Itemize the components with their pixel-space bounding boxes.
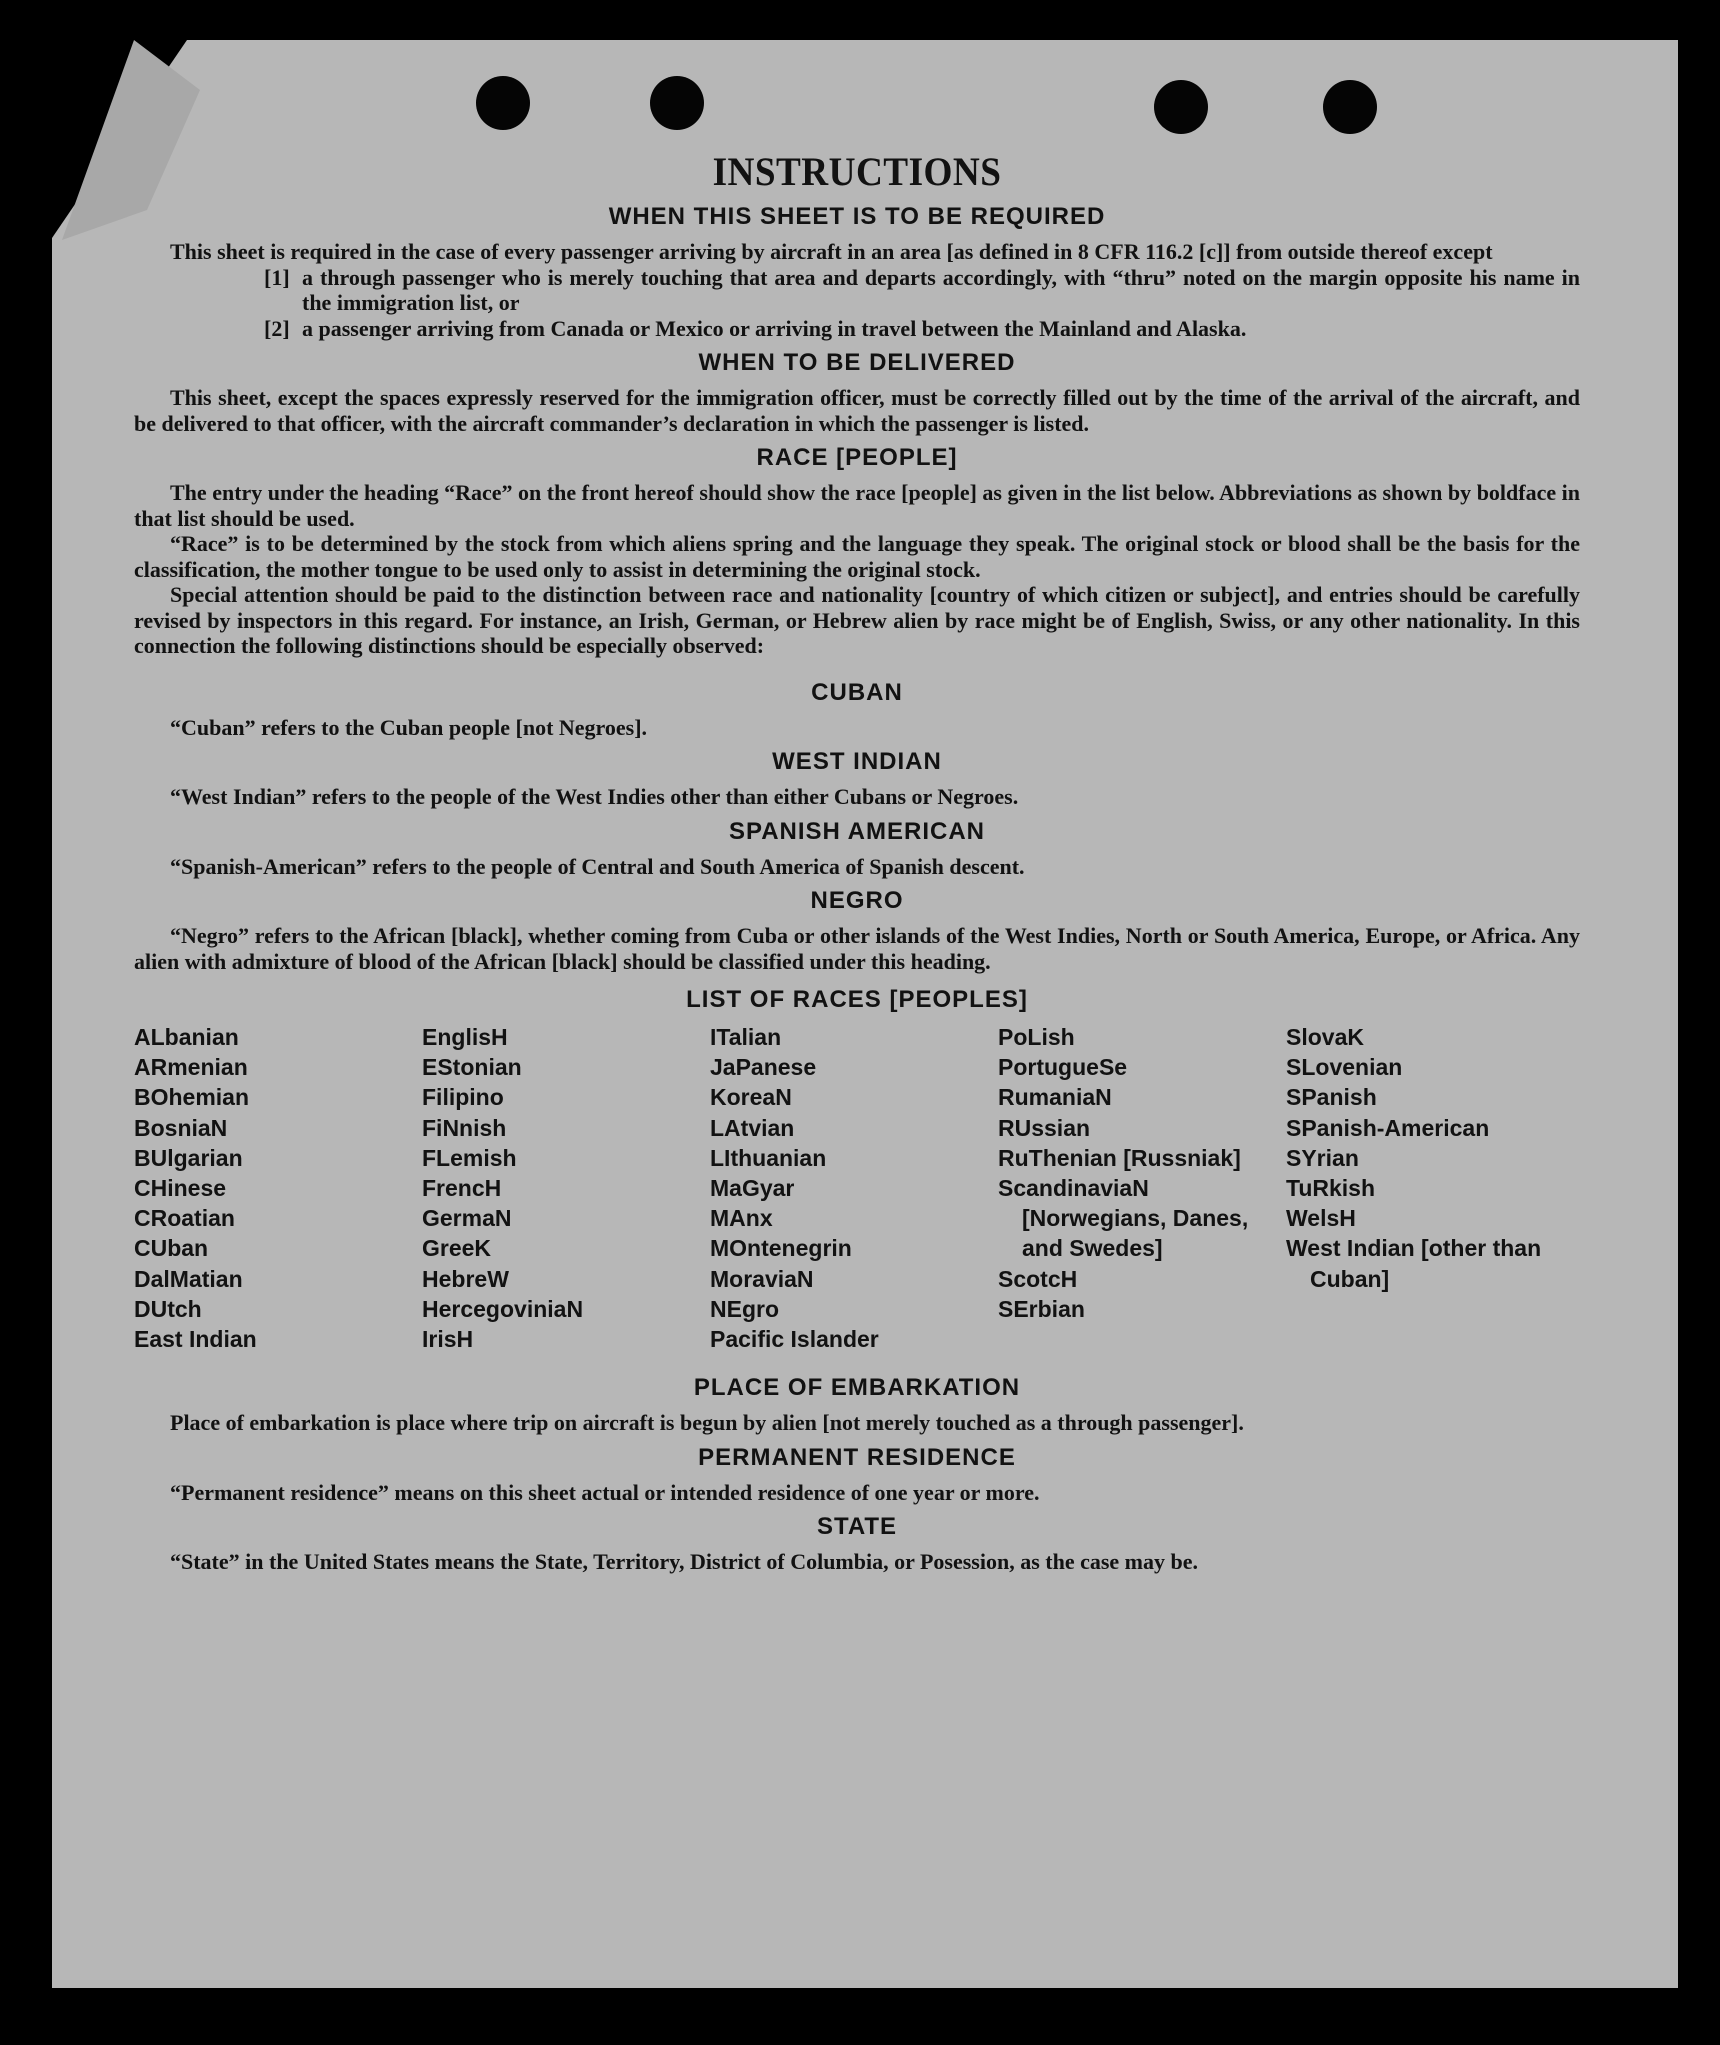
page-title: INSTRUCTIONS	[712, 149, 1002, 194]
race-entry: SLovenian	[1286, 1054, 1403, 1081]
race-entry: EStonian	[422, 1054, 522, 1081]
race-entry: LIthuanian	[710, 1144, 827, 1171]
west-indian-text: “West Indian” refers to the people of the West Indies other than either Cubans or Negroes.	[170, 784, 1019, 809]
exception-number: [1]	[264, 264, 290, 290]
race-entry: MoraviaN	[710, 1265, 814, 1292]
race-entry: PortugueSe	[998, 1054, 1128, 1081]
when-delivered-text: This sheet, except the spaces expressly reserved for the immigration officer, must be correctly filled out by the time of the arrival of the aircraft, and be delivered to that officer, with the aircraft commander’s declaration in which the passenger is listed.	[134, 385, 1580, 436]
race-entry: NEgro	[710, 1295, 779, 1322]
race-entry: EnglisH	[422, 1024, 508, 1050]
race-entry: SPanish-American	[1286, 1114, 1490, 1141]
embarkation-text: Place of embarkation is place where trip on aircraft is begun by alien [not merely touched as a through passenger].	[170, 1410, 1244, 1436]
race-entry: SlovaK	[1286, 1024, 1364, 1050]
race-entry: BUlgarian	[134, 1144, 243, 1171]
race-entry: TuRkish	[1286, 1175, 1376, 1202]
heading-negro: NEGRO	[810, 887, 904, 914]
punch-hole	[1323, 80, 1377, 134]
race-entry: CUban	[134, 1235, 209, 1262]
race-entry: MOntenegrin	[710, 1235, 852, 1262]
heading-place-of-embarkation: PLACE OF EMBARKATION	[693, 1374, 1021, 1402]
race-entry: FrencH	[422, 1175, 502, 1202]
race-entry: East Indian	[134, 1326, 257, 1353]
race-entry: PoLish	[998, 1024, 1075, 1050]
race-paragraph: The entry under the heading “Race” on the front hereof should show the race [people] as given in the list below. Abbreviations as shown by boldface in that list should be used.	[134, 480, 1580, 531]
heading-spanish-american: SPANISH AMERICAN	[728, 817, 985, 845]
race-entry: SYrian	[1286, 1144, 1359, 1171]
race-paragraph: Special attention should be paid to the distinction between race and nationality [country of which citizen or subject], and entries should be carefully revised by inspectors in this regard. For instance, an Irish, German, or Hebrew alien by race might be of English, Swiss, or any other nationality. In this connection the following distinctions should be especially observed:	[134, 582, 1580, 658]
race-entry: DUtch	[134, 1295, 202, 1322]
exception-item	[264, 265, 1580, 316]
when-required-text: This sheet is required in the case of every passenger arriving by aircraft in an area [as defined in 8 CFR 116.2 [c]] from outside thereof except	[170, 239, 1493, 264]
exception-number: [2]	[264, 315, 290, 341]
heading-when-required: WHEN THIS SHEET IS TO BE REQUIRED	[608, 203, 1106, 230]
race-paragraph: “Race” is to be determined by the stock from which aliens spring and the language they speak. The original stock or blood shall be the basis for the classification, the mother tongue to be used only to assist in determining the original stock.	[134, 531, 1580, 582]
heading-list-of-races: LIST OF RACES [PEOPLES]	[686, 986, 1028, 1013]
race-entry: ITalian	[710, 1024, 782, 1050]
heading-cuban: CUBAN	[811, 678, 903, 706]
heading-west-indian: WEST INDIAN	[772, 748, 942, 775]
race-entry: SErbian	[998, 1295, 1085, 1322]
race-list	[134, 1022, 1580, 1354]
race-entry: ScotcH	[998, 1265, 1078, 1292]
race-entry: GermaN	[422, 1205, 512, 1232]
race-entry: Pacific Islander	[710, 1326, 879, 1353]
instructions-content	[134, 148, 1580, 1575]
race-entry: Filipino	[422, 1084, 504, 1111]
punch-hole	[650, 76, 704, 130]
permanent-residence-text: “Permanent residence” means on this sheet actual or intended residence of one year or more.	[170, 1479, 1040, 1505]
race-entry: HercegoviniaN	[422, 1295, 584, 1322]
race-entry: WelsH	[1286, 1205, 1356, 1232]
punch-hole	[1154, 80, 1208, 134]
punch-hole	[476, 76, 530, 130]
race-entry: ALbanian	[134, 1024, 239, 1050]
race-entry: FiNnish	[422, 1114, 507, 1141]
exception-item	[264, 316, 1580, 342]
heading-permanent-residence: PERMANENT RESIDENCE	[698, 1443, 1016, 1471]
race-entry: KoreaN	[710, 1084, 792, 1111]
exception-text: a through passenger who is merely touching that area and departs accordingly, with “thru” noted on the margin opposite his name in the immigration list, or	[302, 264, 1580, 315]
race-entry: FLemish	[422, 1144, 517, 1171]
race-entry: MAnx	[710, 1205, 773, 1232]
race-entry: IrisH	[422, 1326, 474, 1353]
cuban-text: “Cuban” refers to the Cuban people [not Negroes].	[170, 714, 648, 740]
race-entry: West Indian [other than Cuban]	[1286, 1235, 1542, 1292]
race-column	[422, 1022, 710, 1354]
heading-race: RACE [PEOPLE]	[756, 444, 958, 471]
race-column	[710, 1022, 998, 1354]
race-entry: GreeK	[422, 1235, 492, 1262]
spanish-american-text: “Spanish-American” refers to the people of Central and South America of Spanish descent.	[170, 853, 1025, 879]
race-entry: LAtvian	[710, 1114, 795, 1141]
race-entry: RuThenian [Russniak]	[998, 1144, 1241, 1171]
race-entry: HebreW	[422, 1265, 509, 1292]
heading-when-delivered: WHEN TO BE DELIVERED	[698, 349, 1016, 376]
race-column	[998, 1022, 1286, 1354]
race-entry: ARmenian	[134, 1054, 248, 1081]
race-entry: BosniaN	[134, 1114, 228, 1141]
race-entry: BOhemian	[134, 1084, 250, 1111]
race-entry: MaGyar	[710, 1175, 795, 1202]
race-entry: ScandinaviaN [Norwegians, Danes, and Swedes]	[998, 1175, 1249, 1262]
race-entry: CHinese	[134, 1175, 227, 1202]
negro-text: “Negro” refers to the African [black], whether coming from Cuba or other islands of the West Indies, North or South America, Europe, or Africa. Any alien with admixture of blood of the African [black] should be classified under this heading.	[134, 923, 1580, 974]
state-text: “State” in the United States means the State, Territory, District of Columbia, or Posession, as the case may be.	[170, 1549, 1199, 1575]
exception-text: a passenger arriving from Canada or Mexico or arriving in travel between the Mainland and Alaska.	[302, 315, 1247, 341]
race-entry: DalMatian	[134, 1265, 243, 1292]
race-entry: RUssian	[998, 1114, 1091, 1141]
heading-state: STATE	[816, 1513, 898, 1541]
race-entry: RumaniaN	[998, 1084, 1112, 1111]
race-entry: CRoatian	[134, 1205, 235, 1232]
race-column	[1286, 1022, 1574, 1354]
race-column	[134, 1022, 422, 1354]
race-entry: SPanish	[1286, 1084, 1377, 1111]
race-entry: JaPanese	[710, 1054, 817, 1081]
